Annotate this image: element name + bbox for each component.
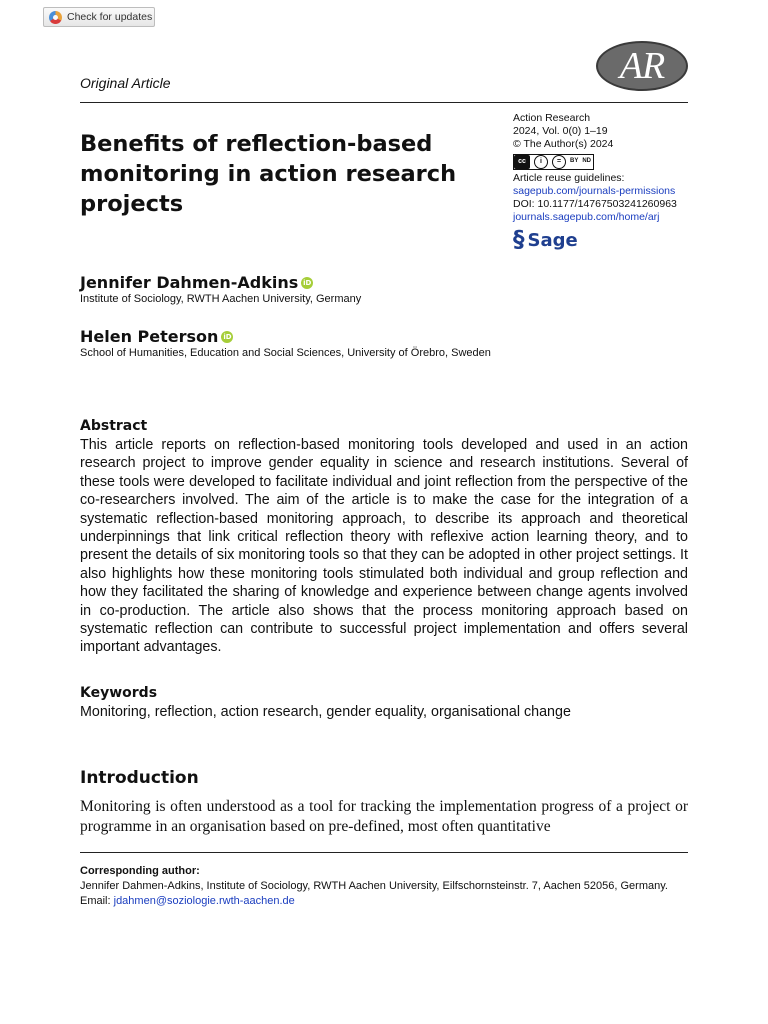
nd-label: ND [582,158,592,165]
publisher-logo [513,229,578,252]
author-1-affiliation: Institute of Sociology, RWTH Aachen University, Germany [80,293,362,305]
author-name: Helen Peterson [80,327,219,346]
cc-license-badge[interactable] [513,154,594,170]
orcid-icon[interactable]: iD [303,278,312,287]
introduction-heading: Introduction [80,768,199,788]
keywords-text: Monitoring, reflection, action research, gender equality, organisational change [80,704,571,720]
journal-home-link[interactable]: journals.sagepub.com/home/arj [513,211,660,224]
journal-metadata [513,112,713,224]
introduction-text: Monitoring is often understood as a tool for tracking the implementation progress of a project or programme in an organisation based on pre-defined, most often quantitative [80,798,688,835]
article-type: Original Article [80,75,171,91]
doi[interactable]: DOI: 10.1177/14767503241260963 [513,198,677,211]
orcid-icon[interactable]: iD [223,332,232,341]
copyright: © The Author(s) 2024 [513,138,614,151]
abstract-heading: Abstract [80,418,148,434]
author-1 [80,273,313,292]
check-for-updates-label: Check for updates [67,11,153,23]
email-label: Email: [80,895,111,907]
author-name: Jennifer Dahmen-Adkins [80,273,299,292]
permissions-link[interactable]: sagepub.com/journals-permissions [513,184,676,197]
corresponding-address: Jennifer Dahmen-Adkins, Institute of Sociology, RWTH Aachen University, Eilfschornsteinstr. 7, Aachen 52056, Germany. [80,880,668,892]
sage-s-icon: § [513,227,525,253]
publisher-name: Sage [527,230,578,251]
journal-logo [596,41,688,91]
volume-info: 2024, Vol. 0(0) 1–19 [513,125,608,138]
crossmark-icon [49,11,62,24]
author-2-affiliation: School of Humanities, Education and Social Sciences, University of Örebro, Sweden [80,347,491,359]
corresponding-author [80,864,688,909]
cc-icon: cc [514,155,530,169]
check-for-updates-badge[interactable] [43,7,155,27]
reuse-guidelines-label: Article reuse guidelines: [513,171,625,184]
footnote-divider [80,852,688,853]
author-2 [80,327,233,346]
email-line [80,894,688,909]
corresponding-label: Corresponding author: [80,865,200,877]
no-derivatives-icon: = [552,155,566,169]
article-title: Benefits of reflection-based monitoring in action research projects [80,131,457,217]
by-label: BY [570,158,579,165]
journal-name: Action Research [513,112,591,124]
header-divider [80,102,688,103]
journal-logo-text: AR [619,45,665,87]
keywords-heading: Keywords [80,685,158,701]
abstract-text: This article reports on reflection-based monitoring tools developed and used in an action research project to improve gender equality in science and research institutions. Several of these tools were developed to facilitate individual and joint reflection from the perspective of the co-researchers involved. The aim of the article is to make the case for the integration of a systematic reflection-based monitoring approach, to describe its approach and theoretical underpinnings that link critical reflection theory with reflexive action learning theory, and to present the details of six monitoring tools so that they can be adopted in other project settings. It also highlights how these monitoring tools stimulated both individual and group reflection and how they facilitated the sharing of knowledge and experience between change agents involved in co-production. The article also shows that the process monitoring approach based on systematic reflection can contribute to successful project implementation and offers several important advantages. [80,437,688,656]
email-link[interactable]: jdahmen@soziologie.rwth-aachen.de [113,895,295,907]
attribution-icon: i [534,155,548,169]
